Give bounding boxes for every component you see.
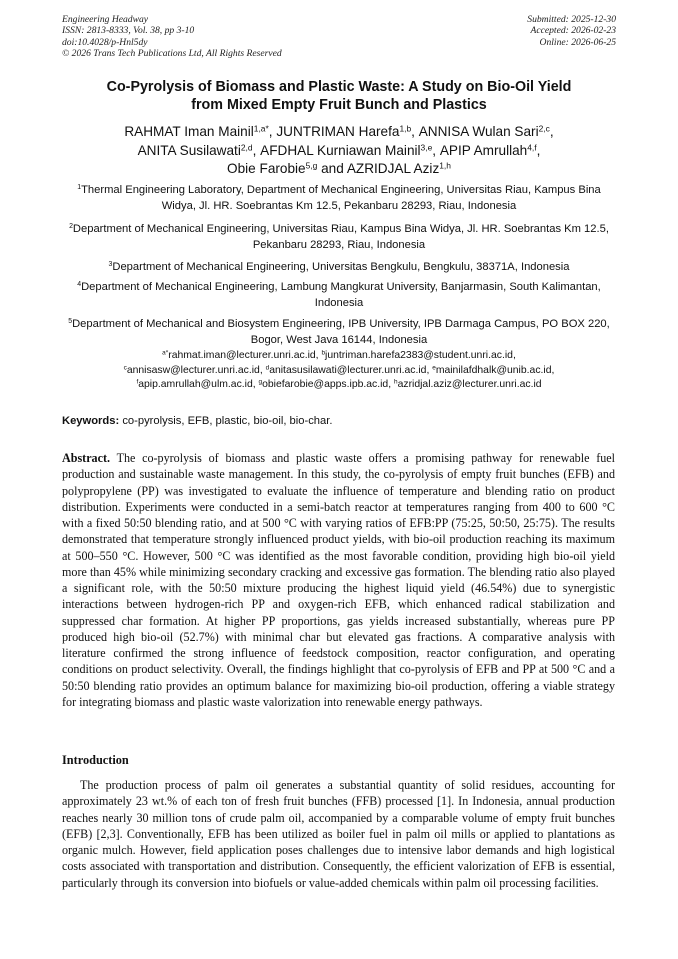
- section-heading: Introduction: [62, 753, 129, 767]
- keywords: [62, 414, 616, 429]
- abstract-text: The co-pyrolysis of biomass and plastic waste offers a promising pathway for renewable fuel production and sustainable waste management. In this study, the co-pyrolysis of empty fruit bunches (EFB) and polypropylene (PP) was investigated to evaluate the influence of temperature and blending ratio on product distribution. Experiments were conducted in a semi-batch reactor at temperatures ranging from 400 to 600 °C with a fixed 50:50 blending ratio, and at 500 °C with varying ratios of EFB:PP (75:25, 50:50, 25:75). The results demonstrated that temperature strongly influenced product yields, with bio-oil production reaching its maximum at 500–550 °C. However, 500 °C was identified as the most favorable condition, providing high bio-oil yield more than 45% while minimizing secondary cracking and excessive gas formation. The blending ratio also played a significant role, with the 50:50 mixture producing the highest liquid yield (46.54%) due to synergistic interactions between hydrogen-rich PP and oxygen-rich EFB, which enhanced radical stabilization and suppressed char formation. At higher PP proportions, gas yields increased substantially, whereas pure PP produced high bio-oil (52.7%) with minimal char but elevated gas fractions. A comparative analysis with literature confirmed the strong influence of feedstock composition, reactor configuration, and operating conditions on product selectivity. Overall, the findings highlight that co-pyrolysis of EFB and PP at 500 °C and a 50:50 blending ratio provides an optimum balance for maximizing bio-oil production, offering a viable strategy for integrating biomass and plastic waste valorization into renewable energy pathways.: [62, 451, 616, 709]
- author: AFDHAL Kurniawan Mainil$^{3,e}$,: [260, 141, 440, 158]
- author: ANITA Susilawati$^{2,d}$,: [137, 141, 261, 158]
- affiliation: $^5$Department of Mechanical and Biosystem Engineering, IPB University, IPB Darmaga Campus, PO BOX 220, Bogor, West Java 16144, Indonesia: [68, 318, 610, 346]
- author: APIP Amrullah$^{4,f}$,: [439, 141, 541, 158]
- author-line-3: [62, 160, 616, 179]
- email-link[interactable]: mainilafdhalk@unib.ac.id: [435, 364, 552, 376]
- paper-title: [62, 78, 616, 114]
- email-link[interactable]: apip.amrullah@ulm.ac.id: [138, 379, 253, 391]
- author: ANNISA Wulan Sari$^{2,c}$,: [418, 123, 554, 139]
- affiliation: $^1$Thermal Engineering Laboratory, Department of Mechanical Engineering, Universitas Riau, Kampus Bina Widya, Jl. HR. Soebrantas Km 12.5, Pekanbaru 28293, Riau, Indonesia: [77, 184, 601, 212]
- author: JUNTRIMAN Harefa$^{1,b}$,: [276, 123, 419, 139]
- affiliation: $^4$Department of Mechanical Engineering, Lambung Mangkurat University, Banjarmasin, South Kalimantan, Indonesia: [77, 281, 601, 309]
- keywords-text: co-pyrolysis, EFB, plastic, bio-oil, bio-char.: [122, 415, 333, 427]
- author: AZRIDJAL Aziz$^{1,h}$: [346, 160, 451, 177]
- email-line-3: $^f$apip.amrullah@ulm.ac.id, $^g$obiefarobie@apps.ipb.ac.id, $^h$azridjal.aziz@lecturer.unri.ac.id: [136, 378, 542, 391]
- abstract: [62, 450, 615, 710]
- keywords-label: Keywords:: [62, 415, 120, 427]
- accepted-date: Accepted: 2026-02-23: [530, 25, 616, 37]
- author-emails: [62, 349, 616, 393]
- title-line-2: from Mixed Empty Fruit Bunch and Plastics: [191, 97, 487, 113]
- email-link[interactable]: azridjal.aziz@lecturer.unri.ac.id: [397, 379, 542, 391]
- publication-dates: [527, 14, 616, 48]
- email-link[interactable]: annisasw@lecturer.unri.ac.id: [126, 364, 260, 376]
- online-date: Online: 2026-06-25: [539, 36, 616, 48]
- email-line-1: $^{a*}$rahmat.iman@lecturer.unri.ac.id, $^b$juntriman.harefa2383@student.unri.ac.id,: [162, 349, 516, 361]
- author: RAHMAT Iman Mainil$^{1,a*}$,: [124, 123, 277, 139]
- email-link[interactable]: rahmat.iman@lecturer.unri.ac.id: [168, 350, 316, 361]
- journal-info: [62, 14, 282, 60]
- email-link[interactable]: juntriman.harefa2383@student.unri.ac.id: [325, 350, 513, 361]
- journal-issn: ISSN: 2813-8333, Vol. 38, pp 3-10: [62, 25, 195, 37]
- abstract-label: Abstract.: [62, 451, 111, 465]
- affiliation: $^3$Department of Mechanical Engineering, Universitas Bengkulu, Bengkulu, 38371A, Indonesia: [108, 261, 570, 273]
- affiliation: $^2$Department of Mechanical Engineering, Universitas Riau, Kampus Bina Widya, Jl. HR. Soebrantas Km 12.5, Pekanbaru 28293, Riau, Indonesia: [69, 223, 609, 251]
- title-line-1: Co-Pyrolysis of Biomass and Plastic Waste: A Study on Bio-Oil Yield: [106, 79, 572, 95]
- email-line-2: $^c$annisasw@lecturer.unri.ac.id, $^d$anitasusilawati@lecturer.unri.ac.id, $^e$mainilafdhalk@unib.ac.id,: [123, 364, 555, 376]
- author: Obie Farobie$^{5,g}$ and: [227, 160, 347, 177]
- journal-copyright: © 2026 Trans Tech Publications Ltd, All Rights Reserved: [62, 48, 282, 60]
- email-link[interactable]: anitasusilawati@lecturer.unri.ac.id: [269, 364, 427, 376]
- author-list: [62, 123, 616, 179]
- introduction-paragraph: The production process of palm oil generates a substantial quantity of solid residues, accounting for approximately 23 wt.% of each ton of fresh fruit bunches (FFB) processed [1]. In Indonesia, annual production reaches nearly 30 million tons of crude palm oil, accompanied by a comparable volume of empty fruit bunches (EFB) [2,3]. Conventionally, EFB has been utilized as boiler fuel in palm oil mills or applied to plantations as organic mulch. However, field application poses challenges due to intensive labor demands and high logistical costs associated with transportation and distribution. Consequently, the efficient valorization of EFB is essential, particularly through its conversion into biofuels or value-added chemicals within palm oil processing facilities.: [62, 778, 615, 890]
- author-line-2: [62, 142, 616, 161]
- journal-name: Engineering Headway: [62, 14, 149, 25]
- journal-doi: doi:10.4028/p-Hnl5dy: [62, 36, 148, 48]
- email-link[interactable]: obiefarobie@apps.ipb.ac.id: [262, 379, 389, 391]
- author-line-1: [62, 123, 616, 142]
- submitted-date: Submitted: 2025-12-30: [527, 14, 616, 25]
